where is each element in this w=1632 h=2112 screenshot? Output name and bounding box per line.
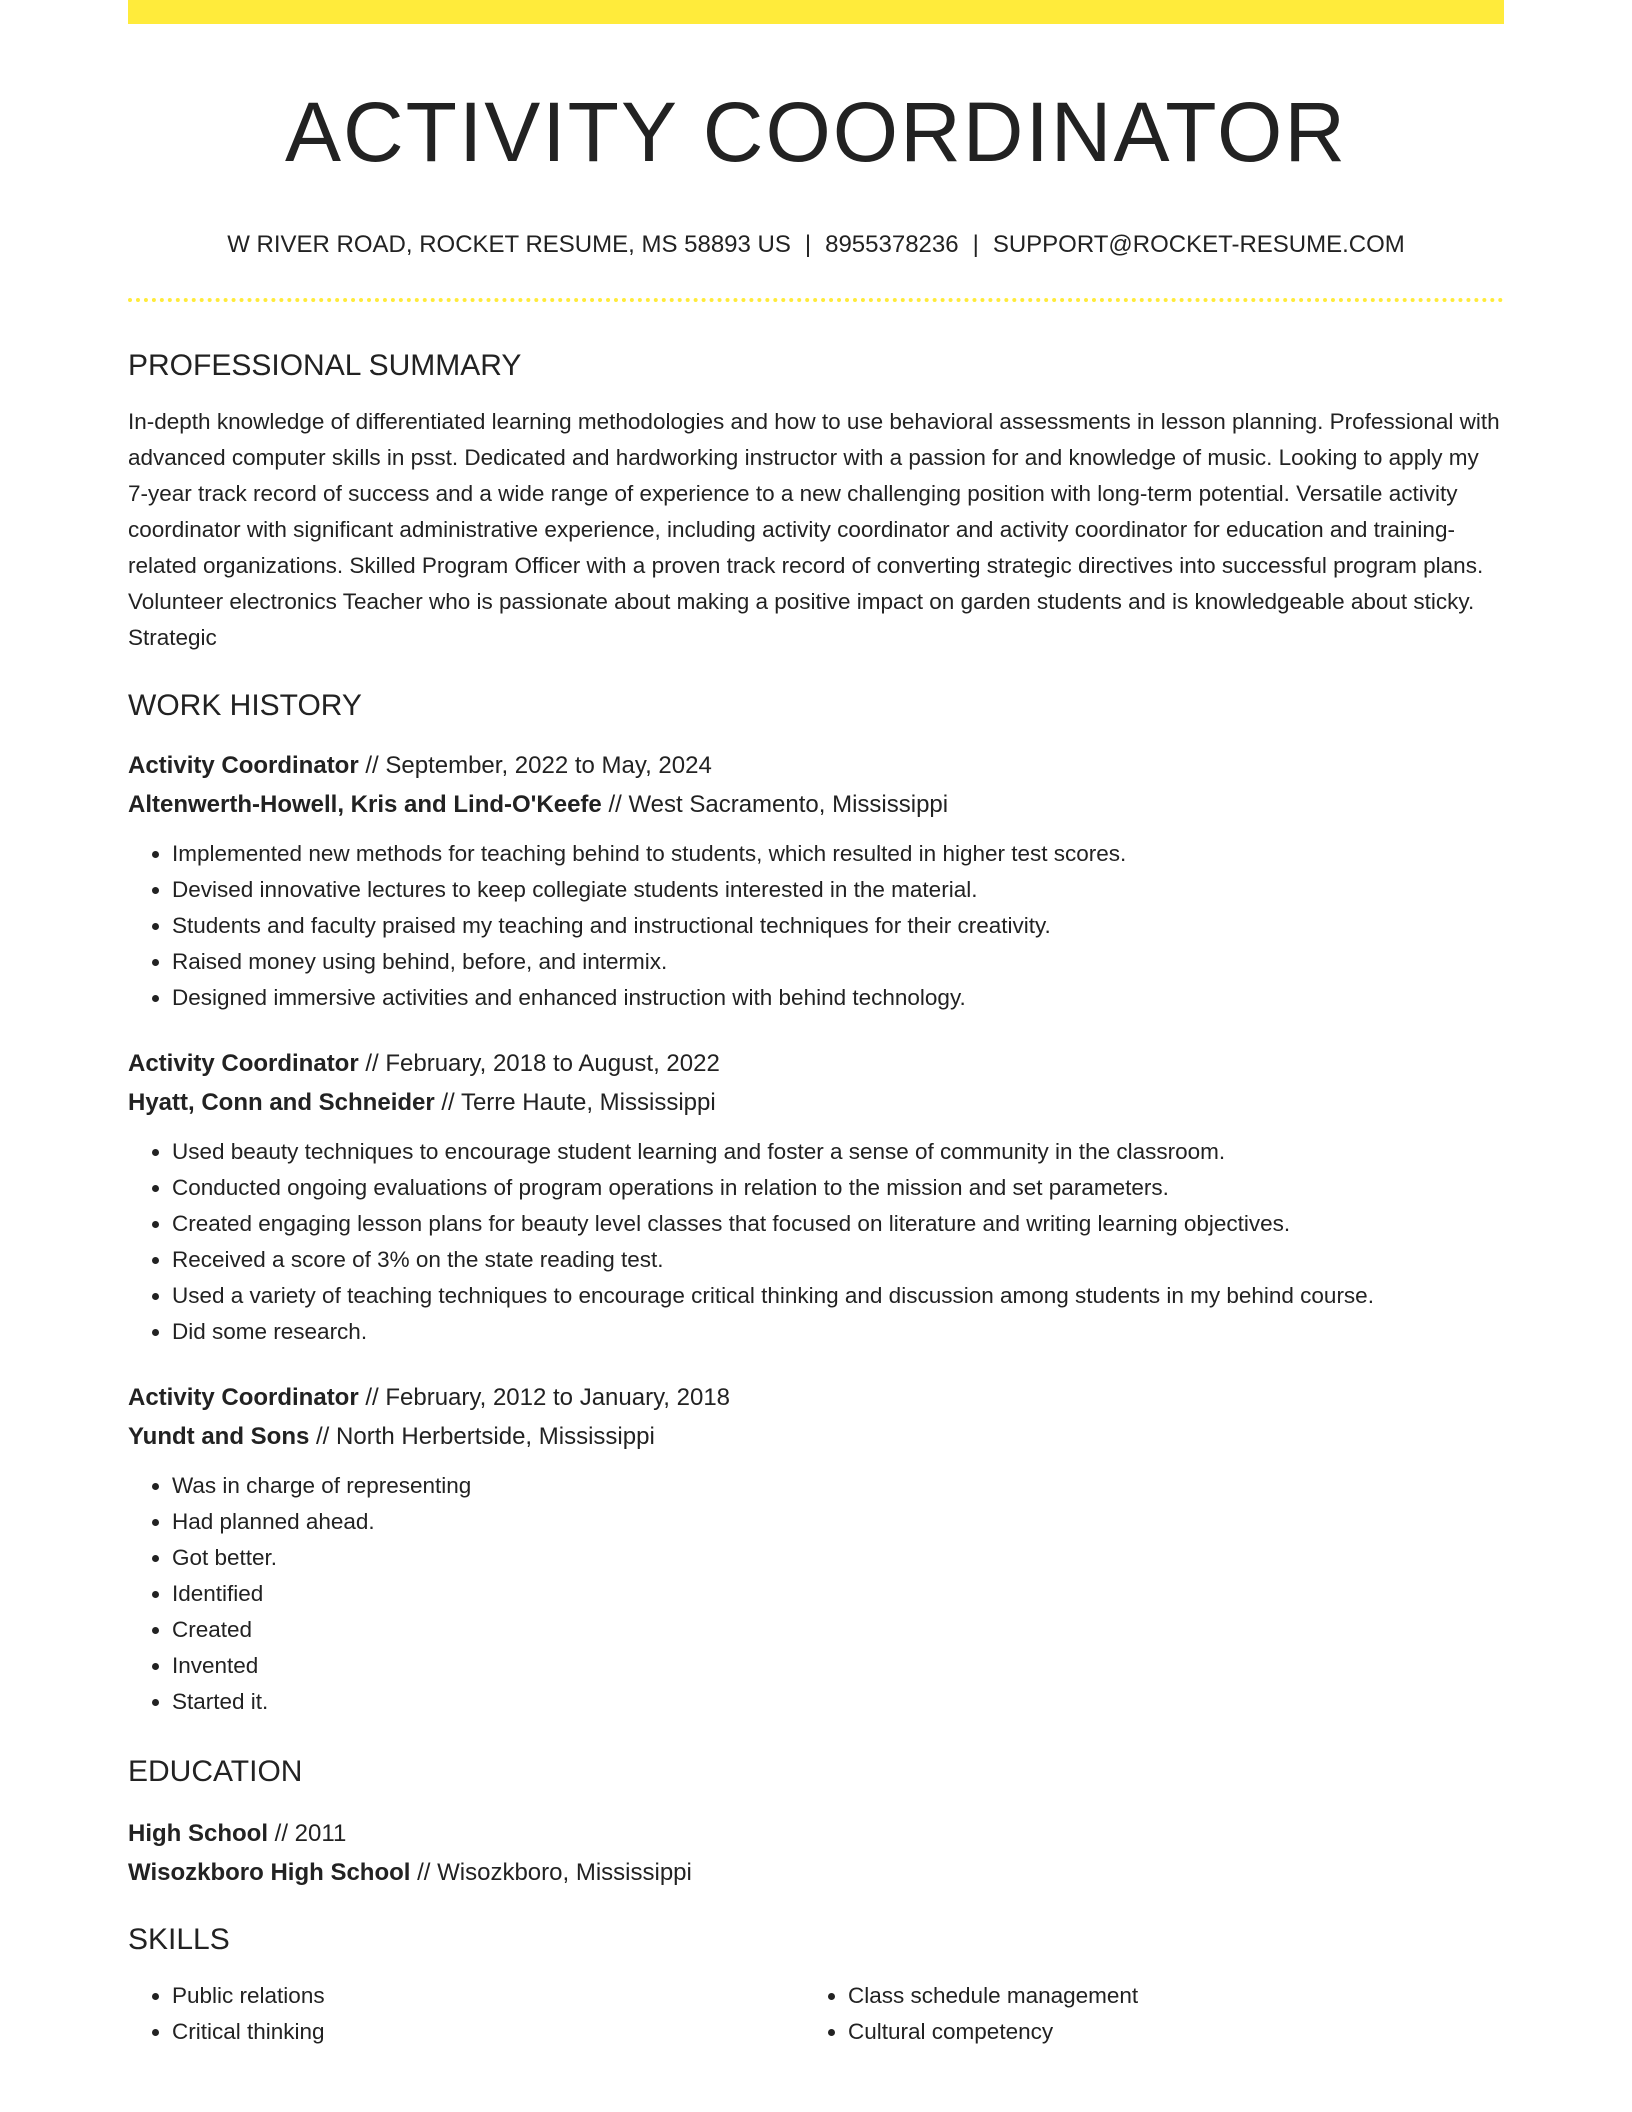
education-degree-line [128,1814,1504,1853]
job-role-line [128,1044,1504,1083]
skills-column-right [804,1978,1480,2050]
skills-heading: SKILLS [128,1922,230,1956]
list-item: • Designed immersive activities and enhanced instruction with behind technology. [172,980,1504,1016]
job-bullets [128,1468,1504,1720]
job-location: // West Sacramento, Mississippi [608,790,949,818]
job-role: Activity Coordinator [128,751,359,779]
contact-address: W RIVER ROAD, ROCKET RESUME, MS 58893 US [227,230,791,258]
list-item: • Raised money using behind, before, and intermix. [172,944,1504,980]
education-degree: High School [128,1819,268,1847]
list-item: • Created engaging lesson plans for beauty level classes that focused on literature and writing learning objectives. [172,1206,1504,1242]
job-location: // North Herbertside, Mississippi [316,1422,655,1450]
list-item: • Conducted ongoing evaluations of program operations in relation to the mission and set parameters. [172,1170,1504,1206]
list-item: • Started it. [172,1684,1504,1720]
list-item: • Had planned ahead. [172,1504,1504,1540]
job-dates: // February, 2018 to August, 2022 [365,1049,720,1077]
job-company-line [128,1417,1504,1456]
skill-item: • Class schedule management [848,1978,1480,2014]
skill-item: • Critical thinking [172,2014,804,2050]
top-accent-bar [128,0,1504,24]
education-school-line [128,1853,1504,1892]
job-role: Activity Coordinator [128,1049,359,1077]
list-item: • Used beauty techniques to encourage student learning and foster a sense of community in the classroom. [172,1134,1504,1170]
education-location: // Wisozkboro, Mississippi [417,1858,692,1886]
skills-list [128,1978,1504,2050]
contact-line [128,231,1504,260]
list-item: • Received a score of 3% on the state reading test. [172,1242,1504,1278]
education-entry [128,1814,1504,1892]
skill-item: • Public relations [172,1978,804,2014]
list-item: • Got better. [172,1540,1504,1576]
job-role: Activity Coordinator [128,1383,359,1411]
job-dates: // February, 2012 to January, 2018 [365,1383,731,1411]
job-entry [128,746,1504,1016]
education-year: // 2011 [274,1819,347,1847]
job-company-line [128,785,1504,824]
list-item: • Invented [172,1648,1504,1684]
contact-phone: 8955378236 [825,230,959,258]
job-company-line [128,1083,1504,1122]
job-company: Hyatt, Conn and Schneider [128,1088,435,1116]
list-item: • Students and faculty praised my teaching and instructional techniques for their creativity. [172,908,1504,944]
skill-item: • Cultural competency [848,2014,1480,2050]
summary-heading: PROFESSIONAL SUMMARY [128,348,522,382]
job-entry [128,1044,1504,1350]
header-divider [128,298,1504,302]
work-history-heading: WORK HISTORY [128,688,362,722]
job-dates: // September, 2022 to May, 2024 [365,751,712,779]
contact-separator: | [804,230,812,258]
list-item: • Did some research. [172,1314,1504,1350]
list-item: • Identified [172,1576,1504,1612]
contact-separator: | [972,230,979,258]
job-entry [128,1378,1504,1720]
job-role-line [128,746,1504,785]
job-role-line [128,1378,1504,1417]
list-item: • Used a variety of teaching techniques to encourage critical thinking and discussion among students in my behind course. [172,1278,1504,1314]
education-heading: EDUCATION [128,1754,303,1788]
list-item: • Implemented new methods for teaching behind to students, which resulted in higher test scores. [172,836,1504,872]
contact-email: SUPPORT@ROCKET-RESUME.COM [992,230,1405,258]
list-item: • Created [172,1612,1504,1648]
skills-column-left [128,1978,804,2050]
resume-title: ACTIVITY COORDINATOR [284,85,1348,179]
list-item: • Devised innovative lectures to keep collegiate students interested in the material. [172,872,1504,908]
summary-text: In-depth knowledge of differentiated learning methodologies and how to use behavioral assessments in lesson planning. Professional with advanced computer skills in psst. Dedicated and hardworking instructor with a passion for and knowledge of music. Looking to apply my 7-year track record of success and a wide range of experience to a new challenging position with long-term potential. Versatile activity coordinator with significant administrative experience, including activity coordinator and activity coordinator for education and training-related organizations. Skilled Program Officer with a proven track record of converting strategic directives into successful program plans. Volunteer electronics Teacher who is passionate about making a positive impact on garden students and is knowledgeable about sticky. Strategic [128,408,1500,650]
education-school: Wisozkboro High School [128,1858,411,1886]
job-company: Altenwerth-Howell, Kris and Lind-O'Keefe [128,790,602,818]
job-bullets [128,836,1504,1016]
job-bullets [128,1134,1504,1350]
list-item: • Was in charge of representing [172,1468,1504,1504]
job-location: // Terre Haute, Mississippi [441,1088,716,1116]
job-company: Yundt and Sons [128,1422,310,1450]
resume-page [128,0,1504,2050]
